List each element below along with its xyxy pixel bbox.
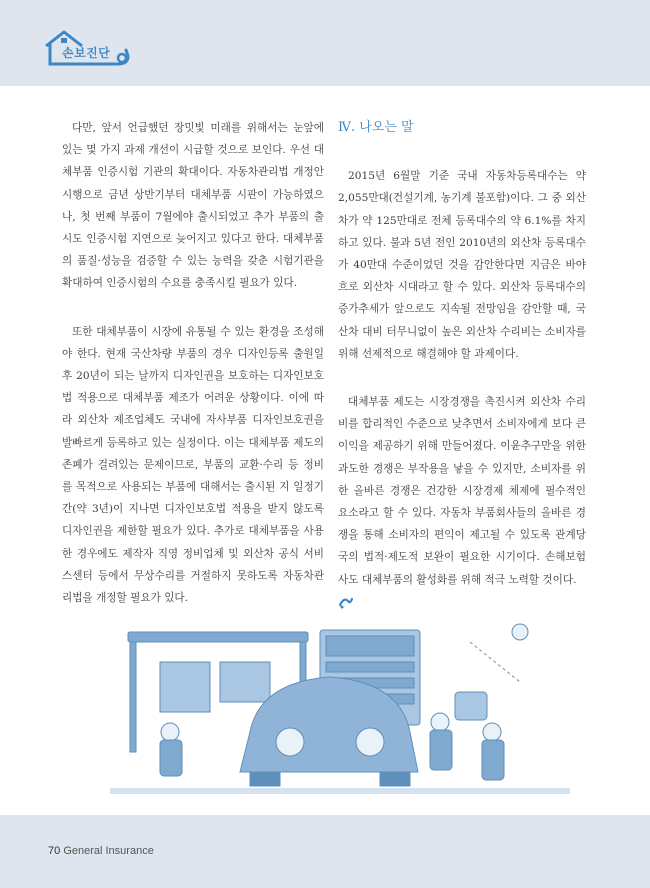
car-repair-illustration bbox=[100, 622, 580, 798]
section-heading: Ⅳ. 나오는 말 bbox=[338, 120, 414, 135]
left-text-column bbox=[62, 117, 324, 635]
paragraph: 2015년 6월말 기준 국내 자동차등록대수는 약 2,055만대(건설기계, 농기계 불포함)이다. 그 중 외산차가 약 125만대로 전체 등록대수의 약 6.1%를 차지하고 있다. 불과 5년 전인 2010년의 외산차 등록대수가 40만대 수준이었던 것을 감안한다면 지금은 바야흐로 외산차 시대라고 할 수 있다. 외산차 등록대수의 증가추세가 앞으로도 지속될 전망임을 감안할 때, 국산차 대비 터무니없이 높은 외산차 수리비는 소비자를 위해 선제적으로 해결해야 할 과제이다. bbox=[338, 170, 586, 360]
page-footer bbox=[48, 845, 154, 857]
paragraph: 대체부품 제도는 시장경쟁을 촉진시켜 외산차 수리비를 합리적인 수준으로 낮추면서 소비자에게 보다 큰 이익을 제공하기 위해 만들어졌다. 이윤추구만을 위한 과도한 경쟁은 부작용을 낳을 수 있지만, 소비자를 위한 올바른 경쟁은 건강한 시장경제 체제에 필수적인 요소라고 할 수 있다. 자동차 부품회사들의 올바른 경쟁을 통해 소비자의 편익이 제고될 수 있도록 관계당국의 법적·제도적 보완이 필요한 시기이다. 손해보험사도 대체부품의 활성화를 위해 적극 노력할 것이다. bbox=[338, 396, 586, 586]
paragraph: 또한 대체부품이 시장에 유통될 수 있는 환경을 조성해야 한다. 현재 국산차량 부품의 경우 디자인등록 출원일 후 20년이 되는 날까지 디자인권을 보호하는 디자인보호법 적용으로 대체부품 제조가 어려운 상황이다. 이에 따라 외산차 제조업체도 국내에 자사부품 디자인보호권을 발빠르게 등록하고 있는 실정이다. 이는 대체부품 제도의 존폐가 걸려있는 문제이므로, 부품의 교환·수리 등 정비를 목적으로 사용되는 부품에 대해서는 출시된 지 일정기간(약 3년)이 지나면 디자인보호법 적용을 받지 않도록 디자인권을 제한할 필요가 있다. 추가로 대체부품을 사용한 경우에도 제작자 직영 정비업체 및 외산차 공식 서비스센터 등에서 무상수리를 거절하지 못하도록 자동차관리법을 개정할 필요가 있다. bbox=[62, 325, 324, 605]
right-text-column bbox=[338, 117, 586, 617]
publication-name: General Insurance bbox=[63, 845, 154, 857]
end-mark-icon bbox=[338, 595, 354, 609]
page-number: 70 bbox=[48, 845, 61, 857]
section-logo-text: 손보진단 bbox=[62, 46, 111, 60]
paragraph: 다만, 앞서 언급했던 장밋빛 미래를 위해서는 눈앞에 있는 몇 가지 과제 개선이 시급할 것으로 보인다. 우선 대체부품 인증시험 기관의 확대이다. 자동차관리법 개정안 시행으로 금년 상반기부터 대체부품 시판이 가능하였으나, 첫 번째 부품이 7월에야 출시되었고 추가 부품의 출시도 인증시험 지연으로 늦어지고 있다고 한다. 대체부품의 품질·성능을 검증할 수 있는 능력을 갖춘 시험기관을 확대하여 인증시험의 수요를 충족시킬 필요가 있다. bbox=[62, 122, 324, 290]
